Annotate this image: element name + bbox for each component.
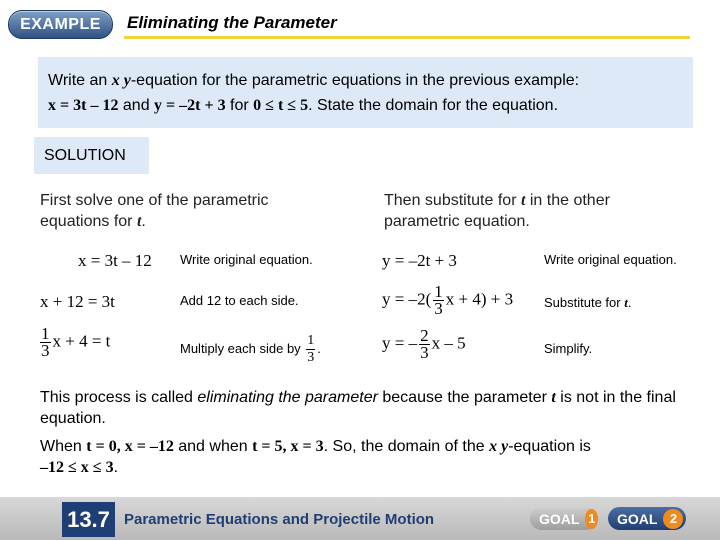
fraction (433, 284, 444, 317)
problem-equation-x: x = 3t – 12 (48, 97, 119, 114)
chapter-title: Parametric Equations and Projectile Motion (124, 511, 435, 528)
para-text: . (113, 459, 119, 476)
eq-part: x + 4) + 3 (445, 289, 514, 309)
problem-box (38, 57, 693, 128)
fraction-denominator: 3 (41, 341, 50, 360)
left-step1-equation: x = 3t – 12 (78, 251, 152, 270)
para-text: because the parameter (377, 389, 552, 406)
problem-text: Write an (48, 72, 112, 89)
right-step1-note: Write original equation. (544, 252, 677, 267)
eq-part: y = – (382, 333, 418, 353)
left-step3-equation (38, 326, 110, 359)
fraction-denominator: 3 (434, 299, 443, 318)
problem-text: . State the domain for the equation. (308, 97, 559, 114)
problem-range: 0 ≤ t ≤ 5 (253, 97, 309, 114)
problem-text: for (225, 97, 254, 114)
right-step3-equation (382, 328, 466, 361)
goal-1-button[interactable] (530, 507, 598, 530)
note-end: . (627, 295, 632, 310)
para-condition: t = 0, x = –12 (86, 438, 174, 455)
example-badge: EXAMPLE (8, 10, 113, 39)
problem-equation-y: y = –2t + 3 (154, 97, 226, 114)
right-step2-equation (382, 284, 513, 317)
fraction-numerator: 1 (307, 333, 315, 348)
note-var: t (624, 295, 628, 310)
right-intro-text: Then substitute for (384, 192, 521, 209)
problem-var: x y (111, 72, 131, 89)
fraction-numerator: 1 (434, 282, 443, 301)
left-intro (40, 190, 330, 232)
conclusion-paragraph-2 (40, 436, 685, 478)
left-intro-text: First solve one of the parametric equations for (40, 192, 269, 230)
solution-label: SOLUTION (34, 137, 149, 174)
para-var: t (551, 389, 556, 406)
goal-label: GOAL (617, 510, 658, 527)
right-step2-note (544, 295, 631, 311)
goal-number: 1 (585, 509, 598, 529)
left-intro-var: t (136, 213, 142, 230)
left-step2-equation: x + 12 = 3t (40, 292, 115, 311)
fraction-denominator: 3 (420, 343, 429, 362)
eq-part: y = –2( (382, 289, 432, 309)
para-var: x y (489, 438, 509, 455)
goal-label: GOAL (539, 510, 580, 527)
left-step2-note: Add 12 to each side. (180, 293, 299, 308)
right-intro-end: in the other parametric equation. (384, 192, 610, 230)
left-step1-note: Write original equation. (180, 252, 313, 267)
para-text: -equation is (508, 438, 591, 455)
goal-2-button[interactable] (608, 507, 686, 530)
fraction-numerator: 2 (420, 326, 429, 345)
para-condition: t = 5, x = 3 (252, 438, 324, 455)
right-step3-note: Simplify. (544, 341, 593, 356)
title-underline (124, 36, 690, 39)
fraction (40, 326, 51, 359)
fraction-denominator: 3 (307, 350, 315, 365)
para-text: This process is called (40, 389, 198, 406)
lesson-number: 13.7 (62, 502, 115, 537)
conclusion-paragraph-1 (40, 387, 685, 429)
note-text: Substitute for (544, 295, 621, 310)
para-text: and when (173, 438, 253, 455)
fraction (419, 328, 430, 361)
problem-line-2 (48, 97, 558, 115)
left-step3-rest: x + 4 = t (52, 331, 111, 351)
fraction (306, 333, 315, 366)
domain-statement: –12 ≤ x ≤ 3 (40, 459, 114, 476)
eq-part: x – 5 (431, 333, 466, 353)
page-title: Eliminating the Parameter (127, 13, 337, 32)
left-step3-note (180, 333, 321, 366)
fraction-numerator: 1 (41, 324, 50, 343)
right-step1-equation: y = –2t + 3 (382, 251, 457, 270)
problem-line-1 (48, 72, 579, 90)
right-intro (384, 190, 684, 232)
para-text: When (40, 438, 87, 455)
right-intro-var: t (520, 192, 526, 209)
note-text: Multiply each side by (180, 340, 301, 356)
problem-text: and (118, 97, 155, 114)
para-text: . So, the domain of the (323, 438, 490, 455)
goal-number: 2 (663, 509, 683, 529)
left-intro-end: . (141, 213, 146, 230)
problem-text: -equation for the parametric equations in the previous example: (130, 72, 580, 89)
note-end: . (317, 340, 321, 356)
para-text: is not in the final equation. (40, 389, 676, 427)
para-emphasis: eliminating the parameter (197, 389, 378, 406)
